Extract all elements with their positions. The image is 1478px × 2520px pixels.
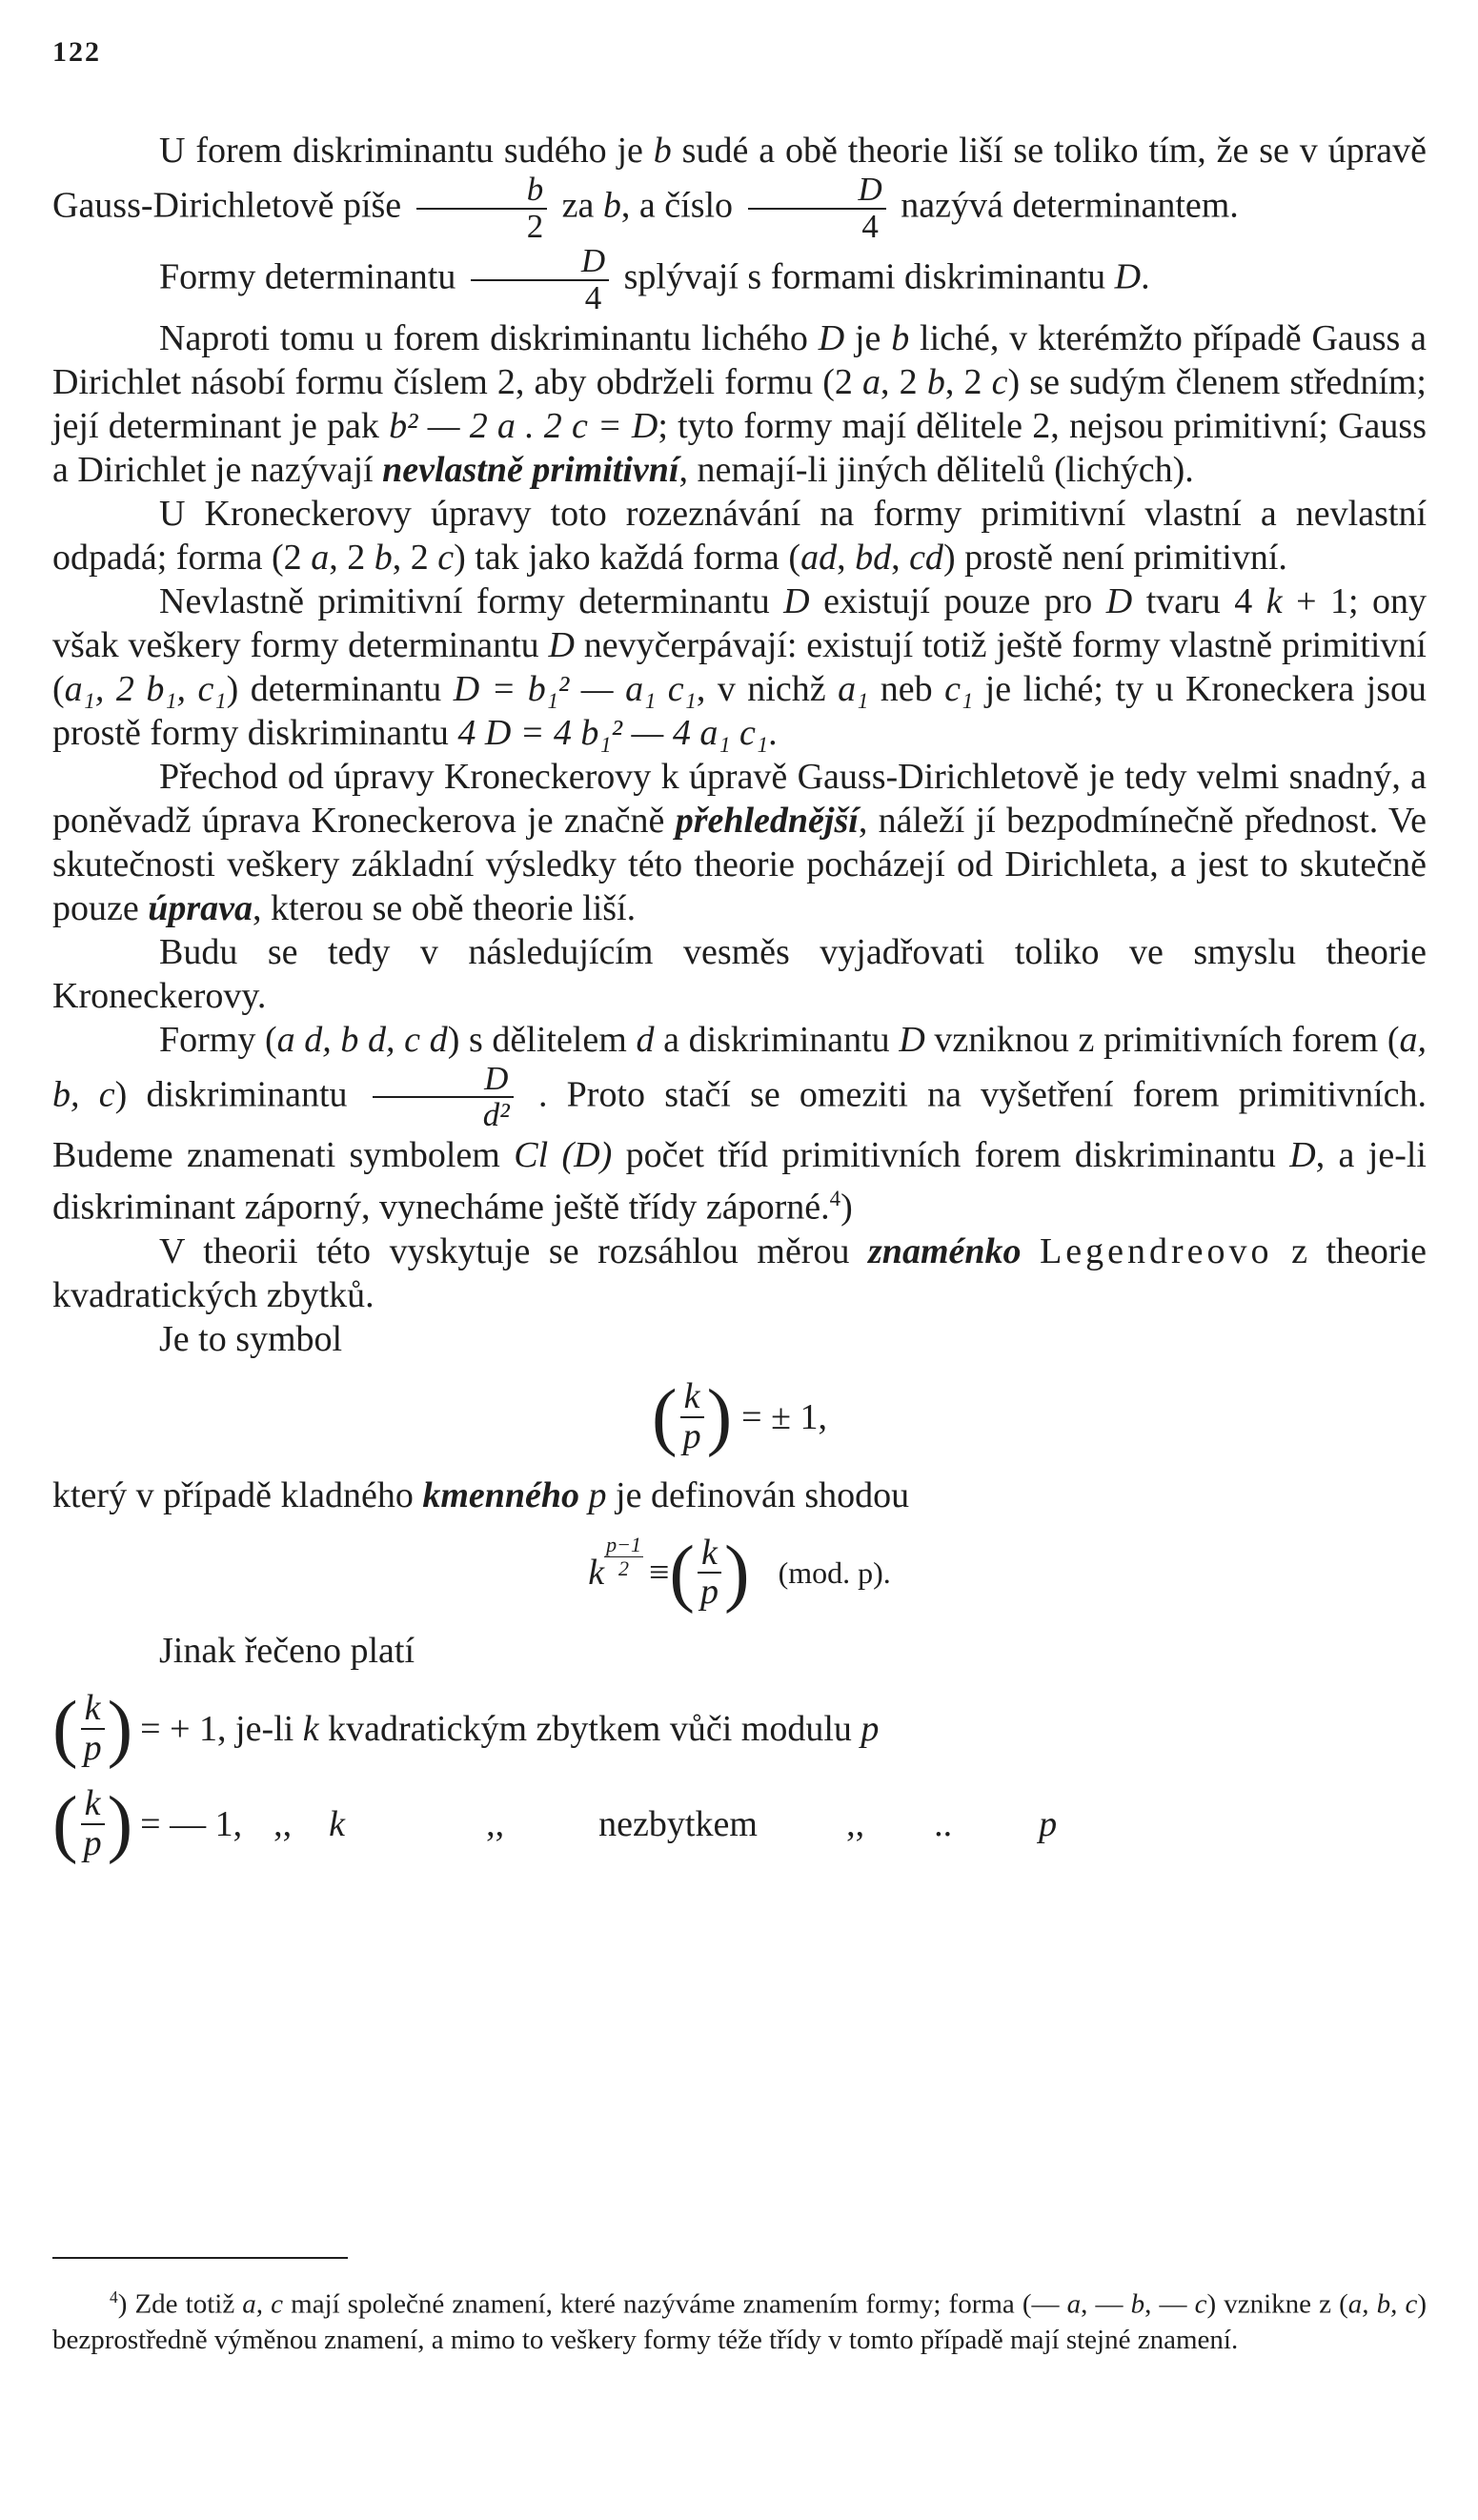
legendre-symbol: ( k p ) <box>652 1373 733 1458</box>
paragraph-6: Přechod od úpravy Kroneckerovy k úpravě Gauss-Dirichletově je tedy velmi snadný, a poněvadž úprava Kroneckerova je značně přehlednější, náleží jí bezpodmínečně přednost. Ve skutečnosti veškery základní výsledky této theorie pocházejí od Dirichleta, a jest to skutečně pouze úprava, kterou se obě theorie liší. <box>52 756 1427 928</box>
exponent-fraction: p−1 2 <box>606 1532 641 1580</box>
euler-criterion-equation: k p−1 2 ≡ ( k p ) (mod. p). <box>588 1530 891 1615</box>
footnote-mark: 4 <box>110 2287 118 2307</box>
paragraph-5: Nevlastně primitivní formy determinantu D existují pouze pro D tvaru 4 k + 1; ony však veškery formy determinantu D nevyčerpávají: existují totiž ještě formy vlastně primitivní (a₁, 2 b₁, c₁) determinantu D = b₁² — a₁ c₁, v nichž a₁ neb c₁ je liché; ty u Kroneckera jsou prostě formy diskriminantu 4 D = 4 b₁² — 4 a₁ c₁. <box>52 580 1427 753</box>
case-residue: ( k p ) = + 1, je-li k kvadratickým zbytkem vůči modulu p <box>52 1686 880 1771</box>
fraction-d-over-4: $\frac{D}{4}$ <box>748 173 886 244</box>
page-number: 122 <box>52 36 101 68</box>
paragraph-3: Naproti tomu u forem diskriminantu lichého D je b liché, v kterémžto případě Gauss a Dirichlet násobí formu číslem 2, aby obdrželi formu (2 a, 2 b, 2 c) se sudým členem středním; její determinant je pak b² — 2 a . 2 c = D; tyto formy mají dělitele 2, nejsou primitivní; Gauss a Dirichlet je nazývají nevlastně primitivní, nemají-li jiných dělitelů (lichých). <box>52 317 1427 490</box>
legendre-symbol-3: ( k p ) <box>52 1686 133 1771</box>
case-nonresidue: ( k p ) = — 1, ,, k ,, nezbytkem ,, .. p <box>52 1781 1058 1866</box>
footnote: $^4$) Zde totiž a, c mají společné znamení, které nazýváme znamením formy; forma (— a, — b, — c) vznikne z (a, b, c) bezprostředně výměnou znamení, a mimo to veškery formy téže třídy v tomto případě mají stejné znamení. <box>52 2287 1427 2355</box>
legendre-symbol-2: ( k p ) <box>669 1530 750 1615</box>
legendre-symbol-equation: ( k p ) = ± 1, <box>652 1373 827 1458</box>
legendre-name: Legendreovo <box>1040 1230 1273 1271</box>
legendre-symbol-4: ( k p ) <box>52 1781 133 1866</box>
determinant-expression: b² — 2 a . 2 c = D <box>389 405 658 446</box>
paragraph-4: U Kroneckerovy úpravy toto rozeznávání na formy primitivní vlastní a nevlastní odpadá; forma (2 a, 2 b, 2 c) tak jako každá forma (ad, bd, cd) prostě není primitivní. <box>52 493 1427 578</box>
fraction-b-over-2: $\frac{b}{2}$ <box>416 173 547 244</box>
fraction-d-over-4-determinant: $\frac{D}{4}$ <box>471 244 609 315</box>
paragraph-9: V theorii této vyskytuje se rozsáhlou měrou znaménko Legendreovo z theorie kvadratických zbytků. <box>52 1230 1427 1315</box>
paragraph-11: který v případě kladného kmenného p je definován shodou <box>52 1474 910 1515</box>
paragraph-1: U forem diskriminantu sudého je b sudé a obě theorie liší se toliko tím, že se v úpravě Gauss-Dirichletově píše $\frac{b}{2}$ za b, a číslo $\frac{D}{4}$ nazývá determinantem. <box>52 131 1427 245</box>
paragraph-2: Formy determinantu $\frac{D}{4}$ splývají s formami diskriminantu D. <box>159 242 1150 317</box>
footnote-reference: 4 <box>829 1187 841 1211</box>
paragraph-8: Formy (a d, b d, c d) s dělitelem d a diskriminantu D vzniknou z primitivních forem (a, b, c) diskriminantu $\frac{D}{\text{d²}}$ . Proto stačí se omeziti na vyšetření forem primitivních. Budeme znamenati symbolem Cl (D) počet tříd primitivních forem diskriminantu D, a je-li diskriminant záporný, vynecháme ještě třídy záporné.$^4$) <box>52 1019 1427 1228</box>
fraction-d-over-d-squared: $\frac{D}{\text{d²}}$ <box>373 1062 514 1133</box>
paragraph-7: Budu se tedy v následujícím vesměs vyjadřovati toliko ve smyslu theorie Kroneckerovy. <box>52 931 1427 1016</box>
footnote-rule <box>52 2257 348 2259</box>
paragraph-12: Jinak řečeno platí <box>159 1631 415 1672</box>
paragraph-10: Je to symbol <box>159 1318 343 1359</box>
main-text <box>52 129 1427 1866</box>
term-nevlastne-primitivni: nevlastně primitivní <box>382 449 679 490</box>
